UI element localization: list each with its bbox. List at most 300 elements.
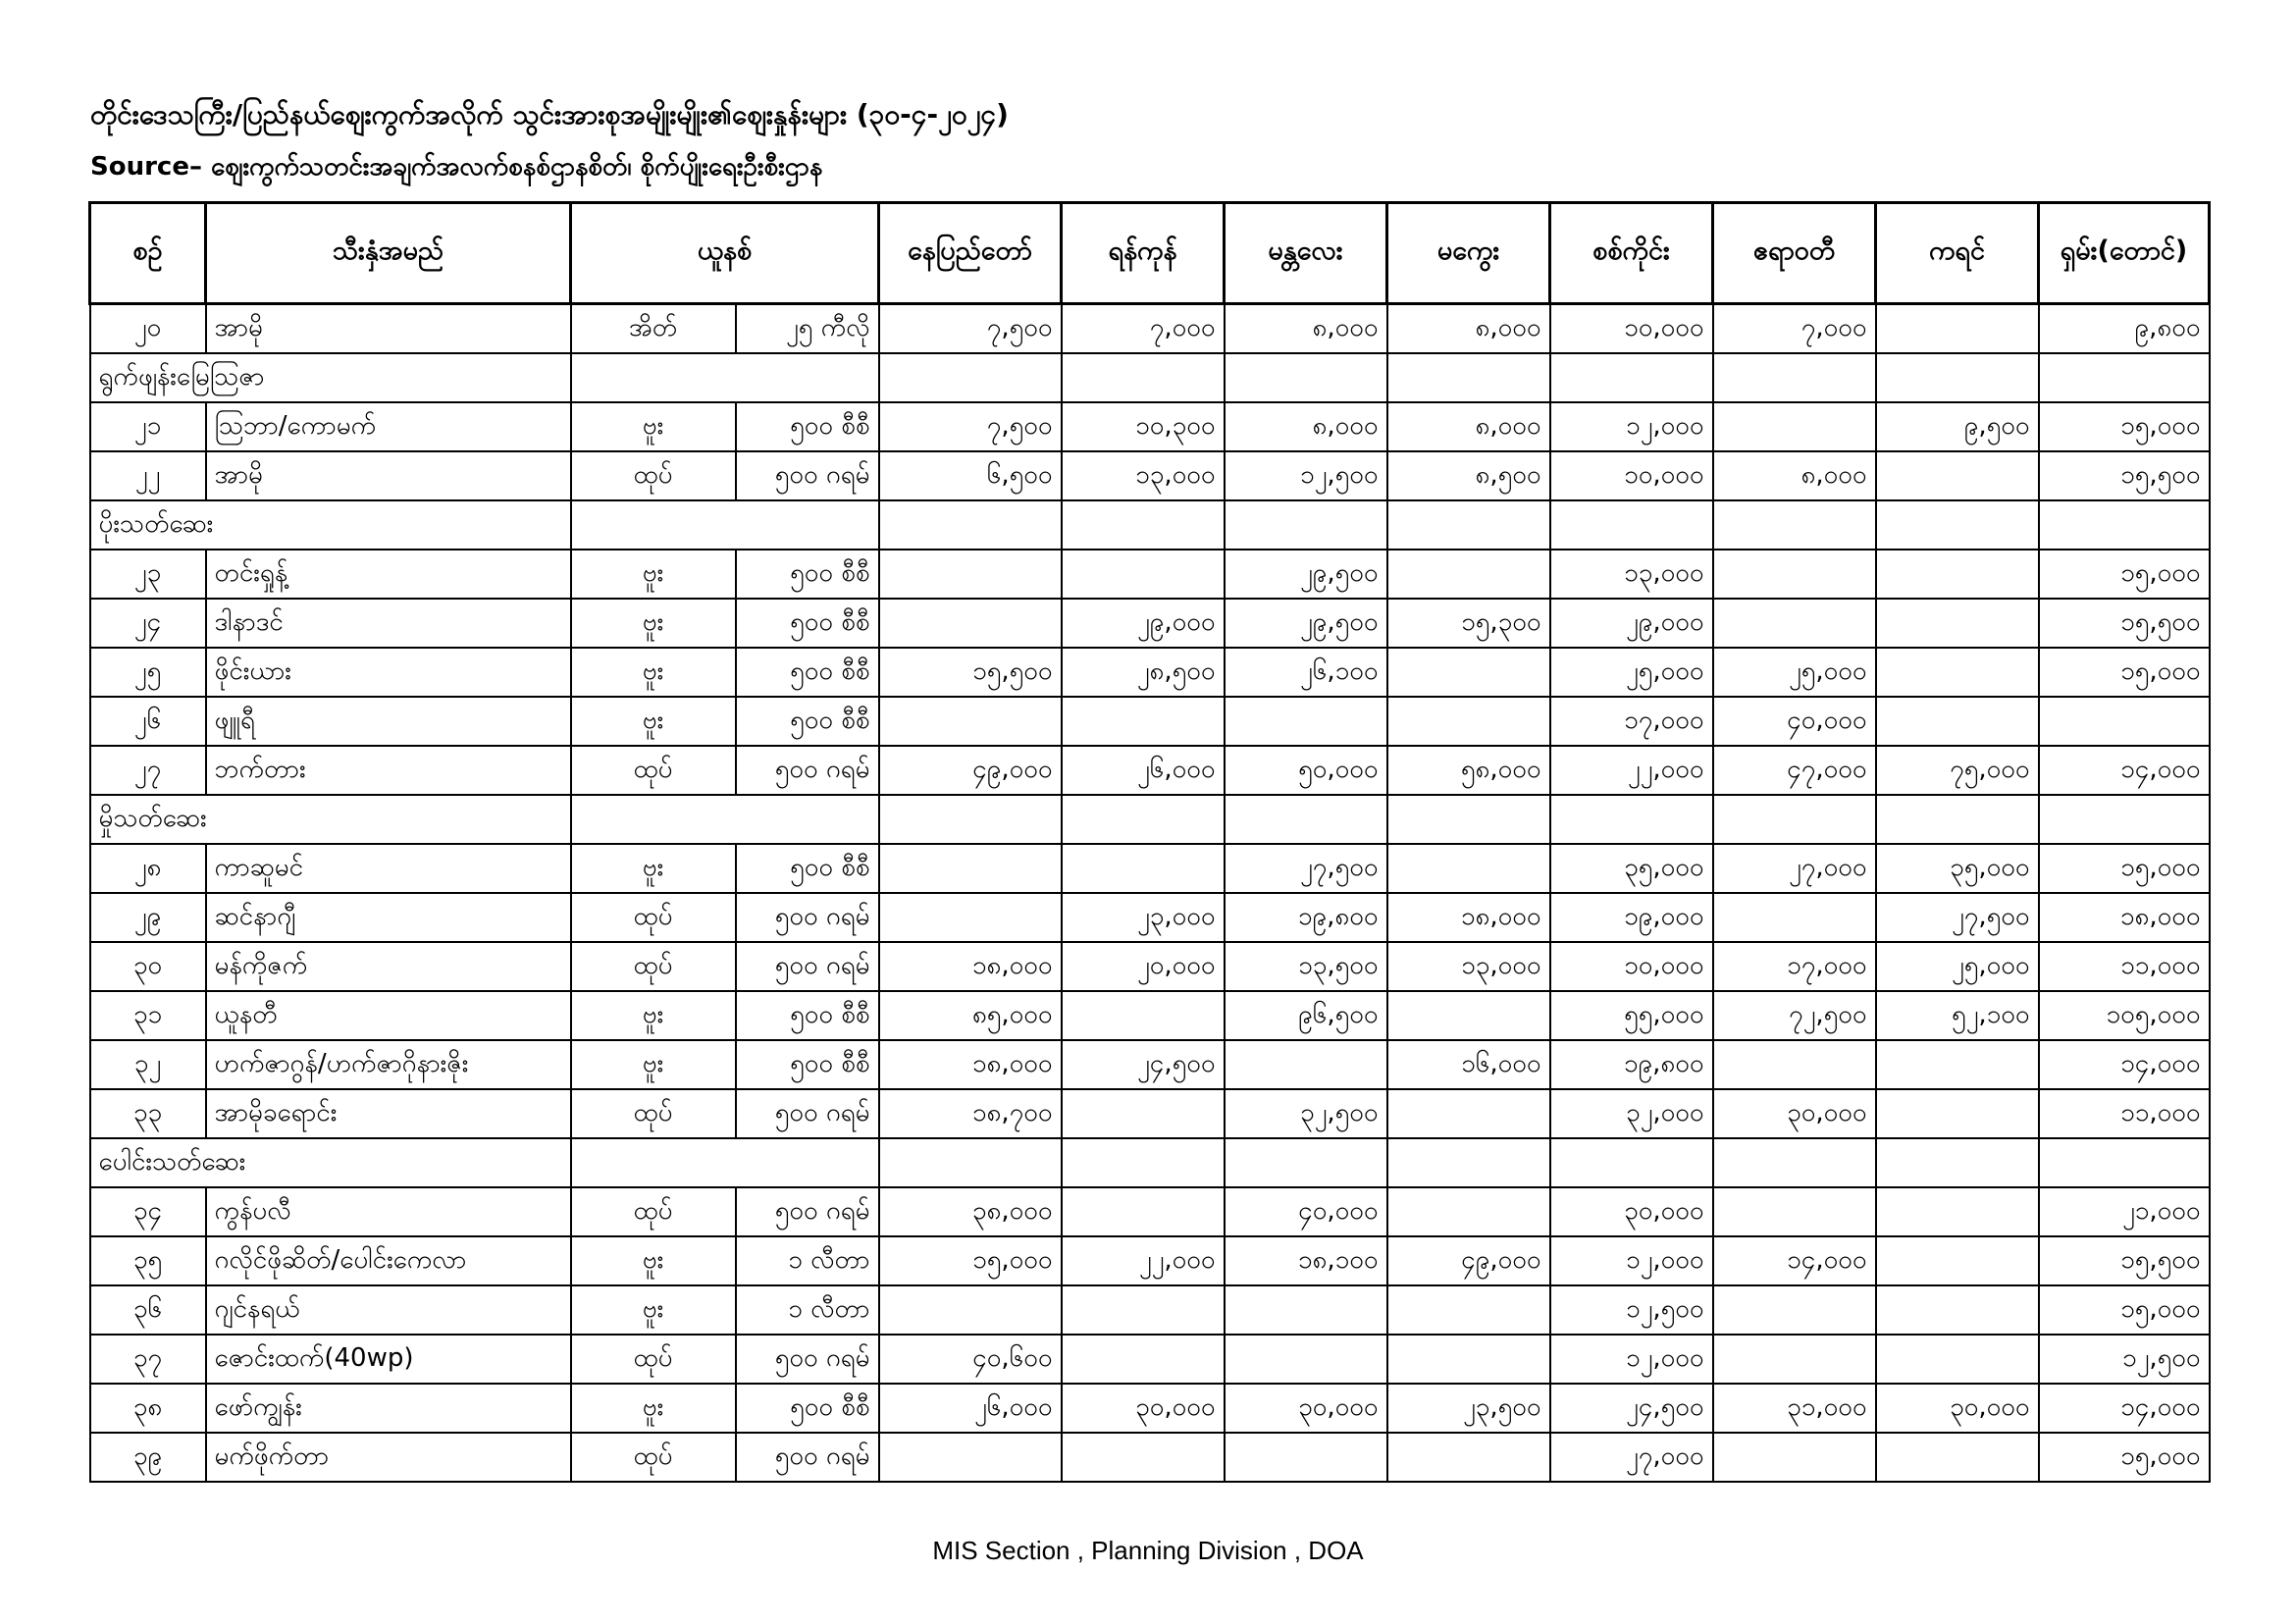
table-row [90,893,2210,942]
price-cell: ၄၀,၀၀၀ [1225,1187,1387,1236]
price-cell [1225,1433,1387,1482]
product-name: ဒါနာဒင် [206,599,571,648]
price-cell: ၁၇,၀၀၀ [1713,942,1876,991]
empty-cell [1550,353,1713,402]
empty-cell [2039,500,2210,550]
category-row [90,353,2210,402]
price-cell: ၆,၅၀၀ [879,451,1062,500]
table-row [90,1384,2210,1433]
price-cell: ၁၅,၅၀၀ [879,648,1062,697]
product-name: တင်းရှုန့် [206,550,571,599]
price-cell: ၇၂,၅၀၀ [1713,991,1876,1040]
empty-cell [1876,1138,2039,1187]
quantity-cell: ၅၀၀ ဂရမ် [736,1187,879,1236]
category-label: ပိုးသတ်ဆေး [90,500,571,550]
price-cell: ၅၂,၁၀၀ [1876,991,2039,1040]
price-cell: ၇,၀၀၀ [1062,304,1225,354]
price-cell: ၂၇,၅၀၀ [1876,893,2039,942]
category-row [90,1138,2210,1187]
row-number: ၃၁ [90,991,206,1040]
price-cell: ၁၂,၅၀၀ [1225,451,1387,500]
price-cell: ၃၀,၀၀၀ [1225,1384,1387,1433]
price-cell: ၁၈,၀၀၀ [879,942,1062,991]
price-cell: ၈,၅၀၀ [1387,451,1550,500]
unit-cell: ဗူး [571,550,736,599]
price-cell [1387,697,1550,746]
price-cell: ၂၇,၅၀၀ [1225,844,1387,893]
header-market: ရှမ်း(တောင်) [2039,203,2210,304]
price-cell: ၁၀,၀၀၀ [1550,304,1713,354]
price-cell [879,1285,1062,1335]
row-number: ၂၈ [90,844,206,893]
header-market: မကွေး [1387,203,1550,304]
product-name: အာမိုခရောင်း [206,1089,571,1138]
table-row [90,599,2210,648]
empty-cell [1550,500,1713,550]
price-cell: ၁၅,၀၀၀ [2039,1285,2210,1335]
price-cell [1713,1040,1876,1089]
unit-cell: ဗူး [571,402,736,451]
price-cell [879,550,1062,599]
quantity-cell: ၂၅ ကီလို [736,304,879,354]
row-number: ၂၇ [90,746,206,795]
category-label: မှိုသတ်ဆေး [90,795,571,844]
empty-cell [1387,353,1550,402]
price-cell [1387,1285,1550,1335]
empty-cell [571,1138,879,1187]
price-cell: ၃၀,၀၀၀ [1062,1384,1225,1433]
price-cell: ၁၈,၀၀၀ [879,1040,1062,1089]
row-number: ၂၉ [90,893,206,942]
price-cell [2039,697,2210,746]
table-row [90,1285,2210,1335]
row-number: ၃၄ [90,1187,206,1236]
row-number: ၃၅ [90,1236,206,1285]
unit-cell: ဗူး [571,1285,736,1335]
row-number: ၃၃ [90,1089,206,1138]
header-market: ဧရာဝတီ [1713,203,1876,304]
empty-cell [571,500,879,550]
price-cell: ၂၄,၅၀၀ [1550,1384,1713,1433]
product-name: ကွန်ပလီ [206,1187,571,1236]
price-cell: ၂၅,၀၀၀ [1713,648,1876,697]
product-name: ဖျူရီ [206,697,571,746]
price-cell: ၁၅,၀၀၀ [2039,550,2210,599]
price-cell [1876,304,2039,354]
price-cell [1062,844,1225,893]
price-cell: ၄၀,၀၀၀ [1713,697,1876,746]
table-row [90,451,2210,500]
price-cell: ၁၂,၀၀၀ [1550,402,1713,451]
price-cell: ၉,၈၀၀ [2039,304,2210,354]
price-cell: ၁၀,၀၀၀ [1550,451,1713,500]
product-name: မက်ဖိုက်တာ [206,1433,571,1482]
price-cell [1387,1187,1550,1236]
price-cell [1876,1236,2039,1285]
price-cell: ၁၄,၀၀၀ [1713,1236,1876,1285]
quantity-cell: ၅၀၀ စီစီ [736,599,879,648]
price-cell: ၁၁,၀၀၀ [2039,1089,2210,1138]
price-cell: ၁၉,၀၀၀ [1550,893,1713,942]
price-cell: ၁၆,၀၀၀ [1387,1040,1550,1089]
empty-cell [1876,353,2039,402]
product-name: ဂျင်နရယ် [206,1285,571,1335]
quantity-cell: ၅၀၀ စီစီ [736,1384,879,1433]
product-name: ဖိုင်းယား [206,648,571,697]
price-cell [1876,451,2039,500]
price-cell: ၈,၀၀၀ [1387,402,1550,451]
price-cell: ၂၆,၀၀၀ [1062,746,1225,795]
price-cell [1062,1285,1225,1335]
price-cell: ၁၅,၃၀၀ [1387,599,1550,648]
price-cell: ၂၇,၀၀၀ [1713,844,1876,893]
unit-cell: ထုပ် [571,1335,736,1384]
row-number: ၂၂ [90,451,206,500]
price-cell [1876,1433,2039,1482]
header-unit: ယူနစ် [571,203,879,304]
price-cell [1876,599,2039,648]
price-cell: ၁၂,၅၀၀ [2039,1335,2210,1384]
unit-cell: ဗူး [571,697,736,746]
header-row [90,203,2210,304]
row-number: ၂၁ [90,402,206,451]
empty-cell [1876,795,2039,844]
empty-cell [1387,795,1550,844]
price-cell: ၂၁,၀၀၀ [2039,1187,2210,1236]
header-market: နေပြည်တော် [879,203,1062,304]
footer-text: MIS Section , Planning Division , DOA [932,1536,1364,1565]
header-market: ကရင် [1876,203,2039,304]
table-row [90,991,2210,1040]
row-number: ၃၀ [90,942,206,991]
unit-cell: ဗူး [571,648,736,697]
unit-cell: အိတ် [571,304,736,354]
empty-cell [2039,795,2210,844]
product-name: ကာဆူမင် [206,844,571,893]
price-cell: ၁၄,၀၀၀ [2039,1384,2210,1433]
price-cell: ၇၅,၀၀၀ [1876,746,2039,795]
price-cell: ၂၃,၀၀၀ [1062,893,1225,942]
price-cell [1387,1335,1550,1384]
price-cell [1713,1335,1876,1384]
price-cell: ၂၆,၀၀၀ [879,1384,1062,1433]
table-row [90,402,2210,451]
empty-cell [571,795,879,844]
price-cell [879,697,1062,746]
price-cell: ၂၉,၅၀၀ [1225,599,1387,648]
price-cell: ၂၂,၀၀၀ [1550,746,1713,795]
quantity-cell: ၅၀၀ စီစီ [736,991,879,1040]
table-row [90,304,2210,354]
unit-cell: ဗူး [571,1384,736,1433]
quantity-cell: ၅၀၀ စီစီ [736,402,879,451]
empty-cell [1550,795,1713,844]
empty-cell [1225,795,1387,844]
price-cell: ၁၈,၀၀၀ [1387,893,1550,942]
price-cell: ၁၈,၇၀၀ [879,1089,1062,1138]
product-name: သြဘာ/ကောမက် [206,402,571,451]
category-row [90,500,2210,550]
unit-cell: ဗူး [571,991,736,1040]
table-row [90,746,2210,795]
header-name: သီးနှံအမည် [206,203,571,304]
row-number: ၃၉ [90,1433,206,1482]
unit-cell: ဗူး [571,1040,736,1089]
product-name: အာမို [206,304,571,354]
price-cell [1062,550,1225,599]
price-cell [1713,402,1876,451]
source-line: Source– ဈေးကွက်သတင်းအချက်အလက်စနစ်ဌာနစိတ်၊ စိုက်ပျိုးရေးဦးစီးဌာန [90,152,823,182]
price-cell: ၅၈,၀၀၀ [1387,746,1550,795]
price-cell [1713,893,1876,942]
price-cell: ၉၆,၅၀၀ [1225,991,1387,1040]
price-cell: ၂၅,၀၀၀ [1876,942,2039,991]
price-cell: ၃၂,၀၀၀ [1550,1089,1713,1138]
price-cell: ၁၄,၀၀၀ [2039,1040,2210,1089]
table-row [90,1236,2210,1285]
price-cell [1713,1285,1876,1335]
price-cell: ၇,၅၀၀ [879,304,1062,354]
price-cell: ၁၅,၀၀၀ [2039,648,2210,697]
quantity-cell: ၅၀၀ စီစီ [736,697,879,746]
price-cell: ၁၈,၀၀၀ [2039,893,2210,942]
empty-cell [1713,795,1876,844]
price-cell [1876,697,2039,746]
quantity-cell: ၅၀၀ ဂရမ် [736,893,879,942]
price-cell: ၁၉,၈၀၀ [1550,1040,1713,1089]
table-row [90,550,2210,599]
price-cell: ၇,၅၀၀ [879,402,1062,451]
price-cell [1876,1040,2039,1089]
price-cell: ၅၅,၀၀၀ [1550,991,1713,1040]
price-cell [1876,1187,2039,1236]
page-title: တိုင်းဒေသကြီး/ပြည်နယ်ဈေးကွက်အလိုက် သွင်းအားစုအမျိုးမျိုး၏ဈေးနှုန်းများ (၃၀-၄-၂၀၂၄) [90,98,1009,131]
table-row [90,1335,2210,1384]
row-number: ၃၇ [90,1335,206,1384]
price-cell: ၁၀,၀၀၀ [1550,942,1713,991]
price-cell [1062,991,1225,1040]
price-cell: ၂၄,၅၀၀ [1062,1040,1225,1089]
price-cell [1062,1433,1225,1482]
quantity-cell: ၅၀၀ စီစီ [736,844,879,893]
quantity-cell: ၅၀၀ ဂရမ် [736,451,879,500]
price-cell: ၂၈,၅၀၀ [1062,648,1225,697]
product-name: ဂလိုင်ဖိုဆိတ်/ပေါင်းကေလာ [206,1236,571,1285]
unit-cell: ထုပ် [571,1089,736,1138]
row-number: ၂၆ [90,697,206,746]
unit-cell: ဗူး [571,599,736,648]
price-cell: ၃၁,၀၀၀ [1713,1384,1876,1433]
empty-cell [1387,500,1550,550]
price-cell: ၁၅,၀၀၀ [2039,1433,2210,1482]
price-cell: ၁၀,၃၀၀ [1062,402,1225,451]
price-cell [879,599,1062,648]
price-cell [1225,1335,1387,1384]
price-cell [1876,1089,2039,1138]
price-cell [1387,844,1550,893]
empty-cell [1225,353,1387,402]
row-number: ၂၅ [90,648,206,697]
product-name: ဖော်ကျွန်း [206,1384,571,1433]
price-cell: ၈,၀၀၀ [1225,402,1387,451]
price-cell [1225,1285,1387,1335]
price-cell [1713,1187,1876,1236]
category-row [90,795,2210,844]
price-cell [1062,1089,1225,1138]
price-cell [1713,1433,1876,1482]
table-row [90,844,2210,893]
product-name: အာမို [206,451,571,500]
price-cell: ၁၁,၀၀၀ [2039,942,2210,991]
empty-cell [1225,1138,1387,1187]
quantity-cell: ၅၀၀ စီစီ [736,550,879,599]
header-no: စဉ် [90,203,206,304]
quantity-cell: ၅၀၀ ဂရမ် [736,1433,879,1482]
unit-cell: ထုပ် [571,746,736,795]
quantity-cell: ၁ လီတာ [736,1236,879,1285]
unit-cell: ထုပ် [571,451,736,500]
price-cell [879,844,1062,893]
price-cell: ၉,၅၀၀ [1876,402,2039,451]
price-cell: ၁၉,၈၀၀ [1225,893,1387,942]
price-cell [1387,1433,1550,1482]
quantity-cell: ၅၀၀ စီစီ [736,1040,879,1089]
price-cell: ၄၇,၀၀၀ [1713,746,1876,795]
price-cell: ၅၀,၀၀၀ [1225,746,1387,795]
quantity-cell: ၅၀၀ စီစီ [736,648,879,697]
row-number: ၃၂ [90,1040,206,1089]
category-label: ပေါင်းသတ်ဆေး [90,1138,571,1187]
row-number: ၂၀ [90,304,206,354]
price-cell: ၁၀၅,၀၀၀ [2039,991,2210,1040]
empty-cell [1550,1138,1713,1187]
price-cell [1225,697,1387,746]
product-name: ဟက်ဇာဂွန်/ဟက်ဇာဂိုနားဇိုး [206,1040,571,1089]
product-name: ယူနတီ [206,991,571,1040]
row-number: ၃၈ [90,1384,206,1433]
price-cell: ၁၂,၀၀၀ [1550,1236,1713,1285]
price-cell: ၃၀,၀၀၀ [1713,1089,1876,1138]
price-cell: ၁၇,၀၀၀ [1550,697,1713,746]
empty-cell [1062,353,1225,402]
price-cell: ၁၂,၅၀၀ [1550,1285,1713,1335]
price-cell: ၁၂,၀၀၀ [1550,1335,1713,1384]
empty-cell [879,1138,1062,1187]
price-cell: ၁၃,၀၀၀ [1387,942,1550,991]
price-cell: ၇,၀၀၀ [1713,304,1876,354]
price-cell: ၄၀,၆၀၀ [879,1335,1062,1384]
unit-cell: ထုပ် [571,942,736,991]
empty-cell [879,795,1062,844]
price-cell: ၁၃,၀၀၀ [1062,451,1225,500]
header-market: စစ်ကိုင်း [1550,203,1713,304]
price-cell: ၄၉,၀၀၀ [879,746,1062,795]
price-cell: ၃၈,၀၀၀ [879,1187,1062,1236]
price-cell: ၂၉,၀၀၀ [1550,599,1713,648]
unit-cell: ထုပ် [571,1433,736,1482]
price-cell: ၁၅,၅၀၀ [2039,451,2210,500]
price-cell: ၈၅,၀၀၀ [879,991,1062,1040]
price-cell [1713,550,1876,599]
quantity-cell: ၅၀၀ ဂရမ် [736,942,879,991]
table-row [90,697,2210,746]
price-cell: ၂၅,၀၀၀ [1550,648,1713,697]
price-cell [1876,648,2039,697]
table-row [90,942,2210,991]
price-cell: ၂၇,၀၀၀ [1550,1433,1713,1482]
price-cell [879,893,1062,942]
quantity-cell: ၅၀၀ ဂရမ် [736,1335,879,1384]
price-cell: ၂၀,၀၀၀ [1062,942,1225,991]
category-label: ရွက်ဖျန်းမြေသြဇာ [90,353,571,402]
price-cell: ၃၅,၀၀၀ [1550,844,1713,893]
table-row [90,648,2210,697]
price-cell [1387,550,1550,599]
quantity-cell: ၅၀၀ ဂရမ် [736,746,879,795]
empty-cell [571,353,879,402]
price-cell: ၂၉,၅၀၀ [1225,550,1387,599]
price-cell [1387,1089,1550,1138]
empty-cell [1713,500,1876,550]
table-row [90,1040,2210,1089]
price-cell: ၂၆,၁၀၀ [1225,648,1387,697]
empty-cell [2039,1138,2210,1187]
unit-cell: ထုပ် [571,893,736,942]
empty-cell [1713,353,1876,402]
price-cell: ၂၉,၀၀၀ [1062,599,1225,648]
unit-cell: ဗူး [571,844,736,893]
empty-cell [1062,1138,1225,1187]
price-cell: ၄၉,၀၀၀ [1387,1236,1550,1285]
product-name: ဆင်နာဂျီ [206,893,571,942]
price-cell: ၁၄,၀၀၀ [2039,746,2210,795]
empty-cell [1387,1138,1550,1187]
empty-cell [1713,1138,1876,1187]
empty-cell [1062,795,1225,844]
price-table [88,201,2211,1483]
price-cell [1876,1335,2039,1384]
empty-cell [1225,500,1387,550]
empty-cell [879,500,1062,550]
price-cell [1062,1187,1225,1236]
price-cell: ၁၈,၁၀၀ [1225,1236,1387,1285]
price-cell: ၃၀,၀၀၀ [1876,1384,2039,1433]
product-name: မန်ကိုဇက် [206,942,571,991]
table-row [90,1089,2210,1138]
price-cell [1876,1285,2039,1335]
price-cell: ၂၃,၅၀၀ [1387,1384,1550,1433]
price-cell: ၈,၀၀၀ [1387,304,1550,354]
price-cell: ၃၅,၀၀၀ [1876,844,2039,893]
price-cell [879,1433,1062,1482]
price-cell: ၁၃,၀၀၀ [1550,550,1713,599]
price-cell: ၁၅,၅၀၀ [2039,599,2210,648]
table-row [90,1187,2210,1236]
price-cell [1062,1335,1225,1384]
table-body [90,304,2210,1483]
header-market: မန္တလေး [1225,203,1387,304]
price-cell: ၁၅,၀၀၀ [2039,844,2210,893]
price-cell: ၁၅,၀၀၀ [2039,402,2210,451]
price-cell: ၈,၀၀၀ [1225,304,1387,354]
price-cell [1876,550,2039,599]
price-cell: ၃၂,၅၀၀ [1225,1089,1387,1138]
price-cell [1225,1040,1387,1089]
price-cell: ၁၃,၅၀၀ [1225,942,1387,991]
table-row [90,1433,2210,1482]
price-cell: ၈,၀၀၀ [1713,451,1876,500]
empty-cell [879,353,1062,402]
